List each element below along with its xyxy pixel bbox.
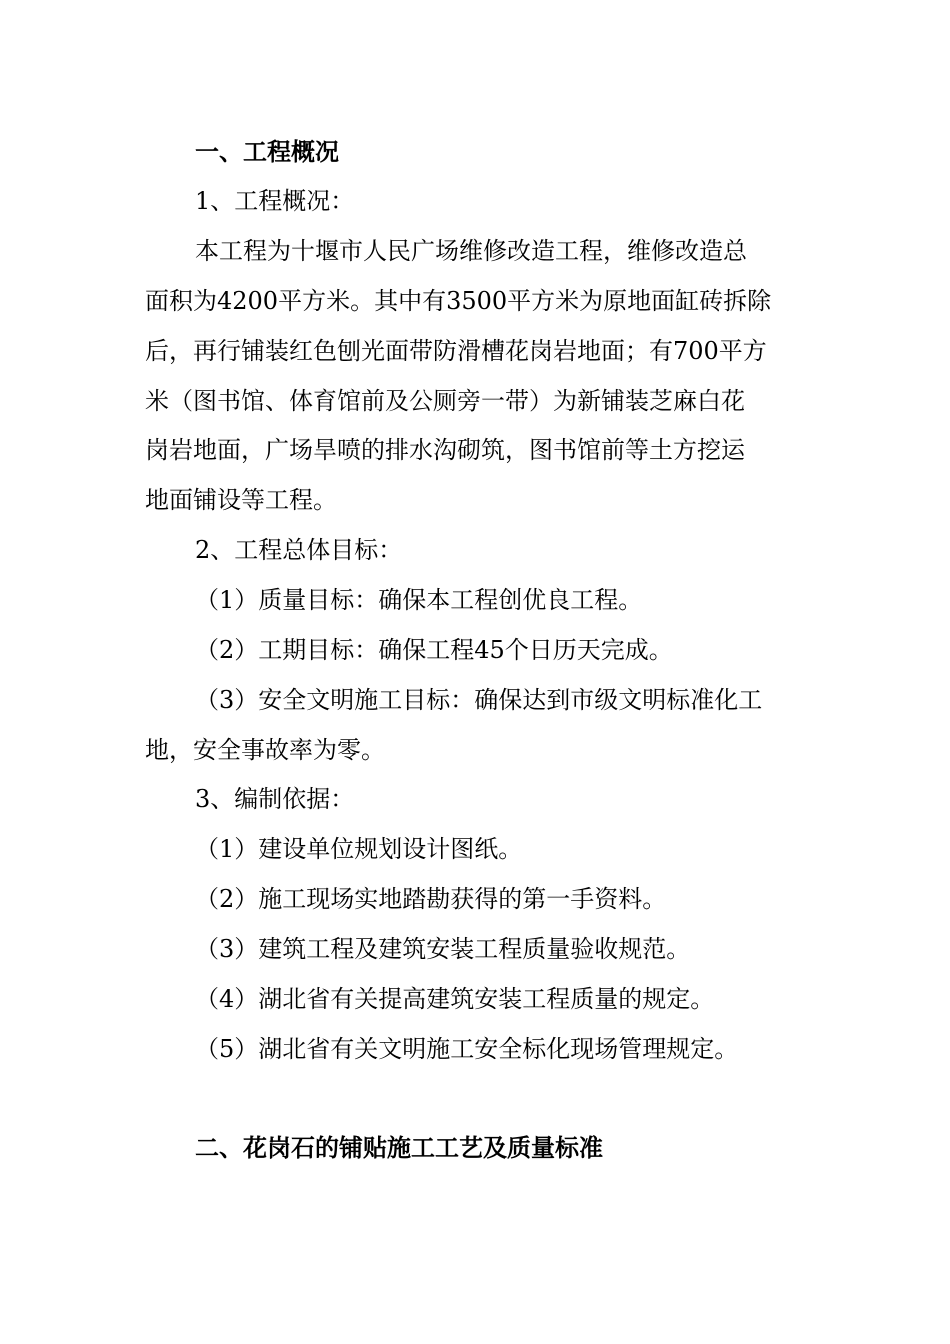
list-item: （3）安全文明施工目标：确保达到市级文明标准化工 — [195, 686, 763, 714]
paragraph-line: 本工程为十堰市人民广场维修改造工程，维修改造总 — [195, 237, 747, 265]
list-item: （1）建设单位规划设计图纸。 — [195, 835, 523, 863]
list-item: （3）建筑工程及建筑安装工程质量验收规范。 — [195, 935, 691, 963]
list-item: （2）施工现场实地踏勘获得的第一手资料。 — [195, 885, 667, 913]
list-item: （5）湖北省有关文明施工安全标化现场管理规定。 — [195, 1035, 739, 1063]
paragraph-line: 面积为4200平方米。其中有3500平方米为原地面缸砖拆除 — [145, 287, 772, 315]
subsection-1-title: 1、工程概况： — [195, 187, 355, 215]
list-item: （2）工期目标：确保工程45个日历天完成。 — [195, 636, 673, 664]
subsection-3-title: 3、编制依据： — [195, 785, 355, 813]
subsection-2-title: 2、工程总体目标： — [195, 536, 403, 564]
section-1-heading: 一、工程概况 — [195, 137, 339, 166]
list-item: （1）质量目标：确保本工程创优良工程。 — [195, 586, 643, 614]
paragraph-line: 地面铺设等工程。 — [145, 486, 337, 514]
list-item-continuation: 地，安全事故率为零。 — [145, 736, 385, 764]
list-item: （4）湖北省有关提高建筑安装工程质量的规定。 — [195, 985, 715, 1013]
section-2-heading: 二、花岗石的铺贴施工工艺及质量标准 — [195, 1133, 603, 1162]
paragraph-line: 米（图书馆、体育馆前及公厕旁一带）为新铺装芝麻白花 — [145, 387, 745, 415]
paragraph-line: 岗岩地面，广场旱喷的排水沟砌筑，图书馆前等土方挖运 — [145, 436, 745, 464]
paragraph-line: 后，再行铺装红色刨光面带防滑槽花岗岩地面；有700平方 — [145, 337, 767, 365]
